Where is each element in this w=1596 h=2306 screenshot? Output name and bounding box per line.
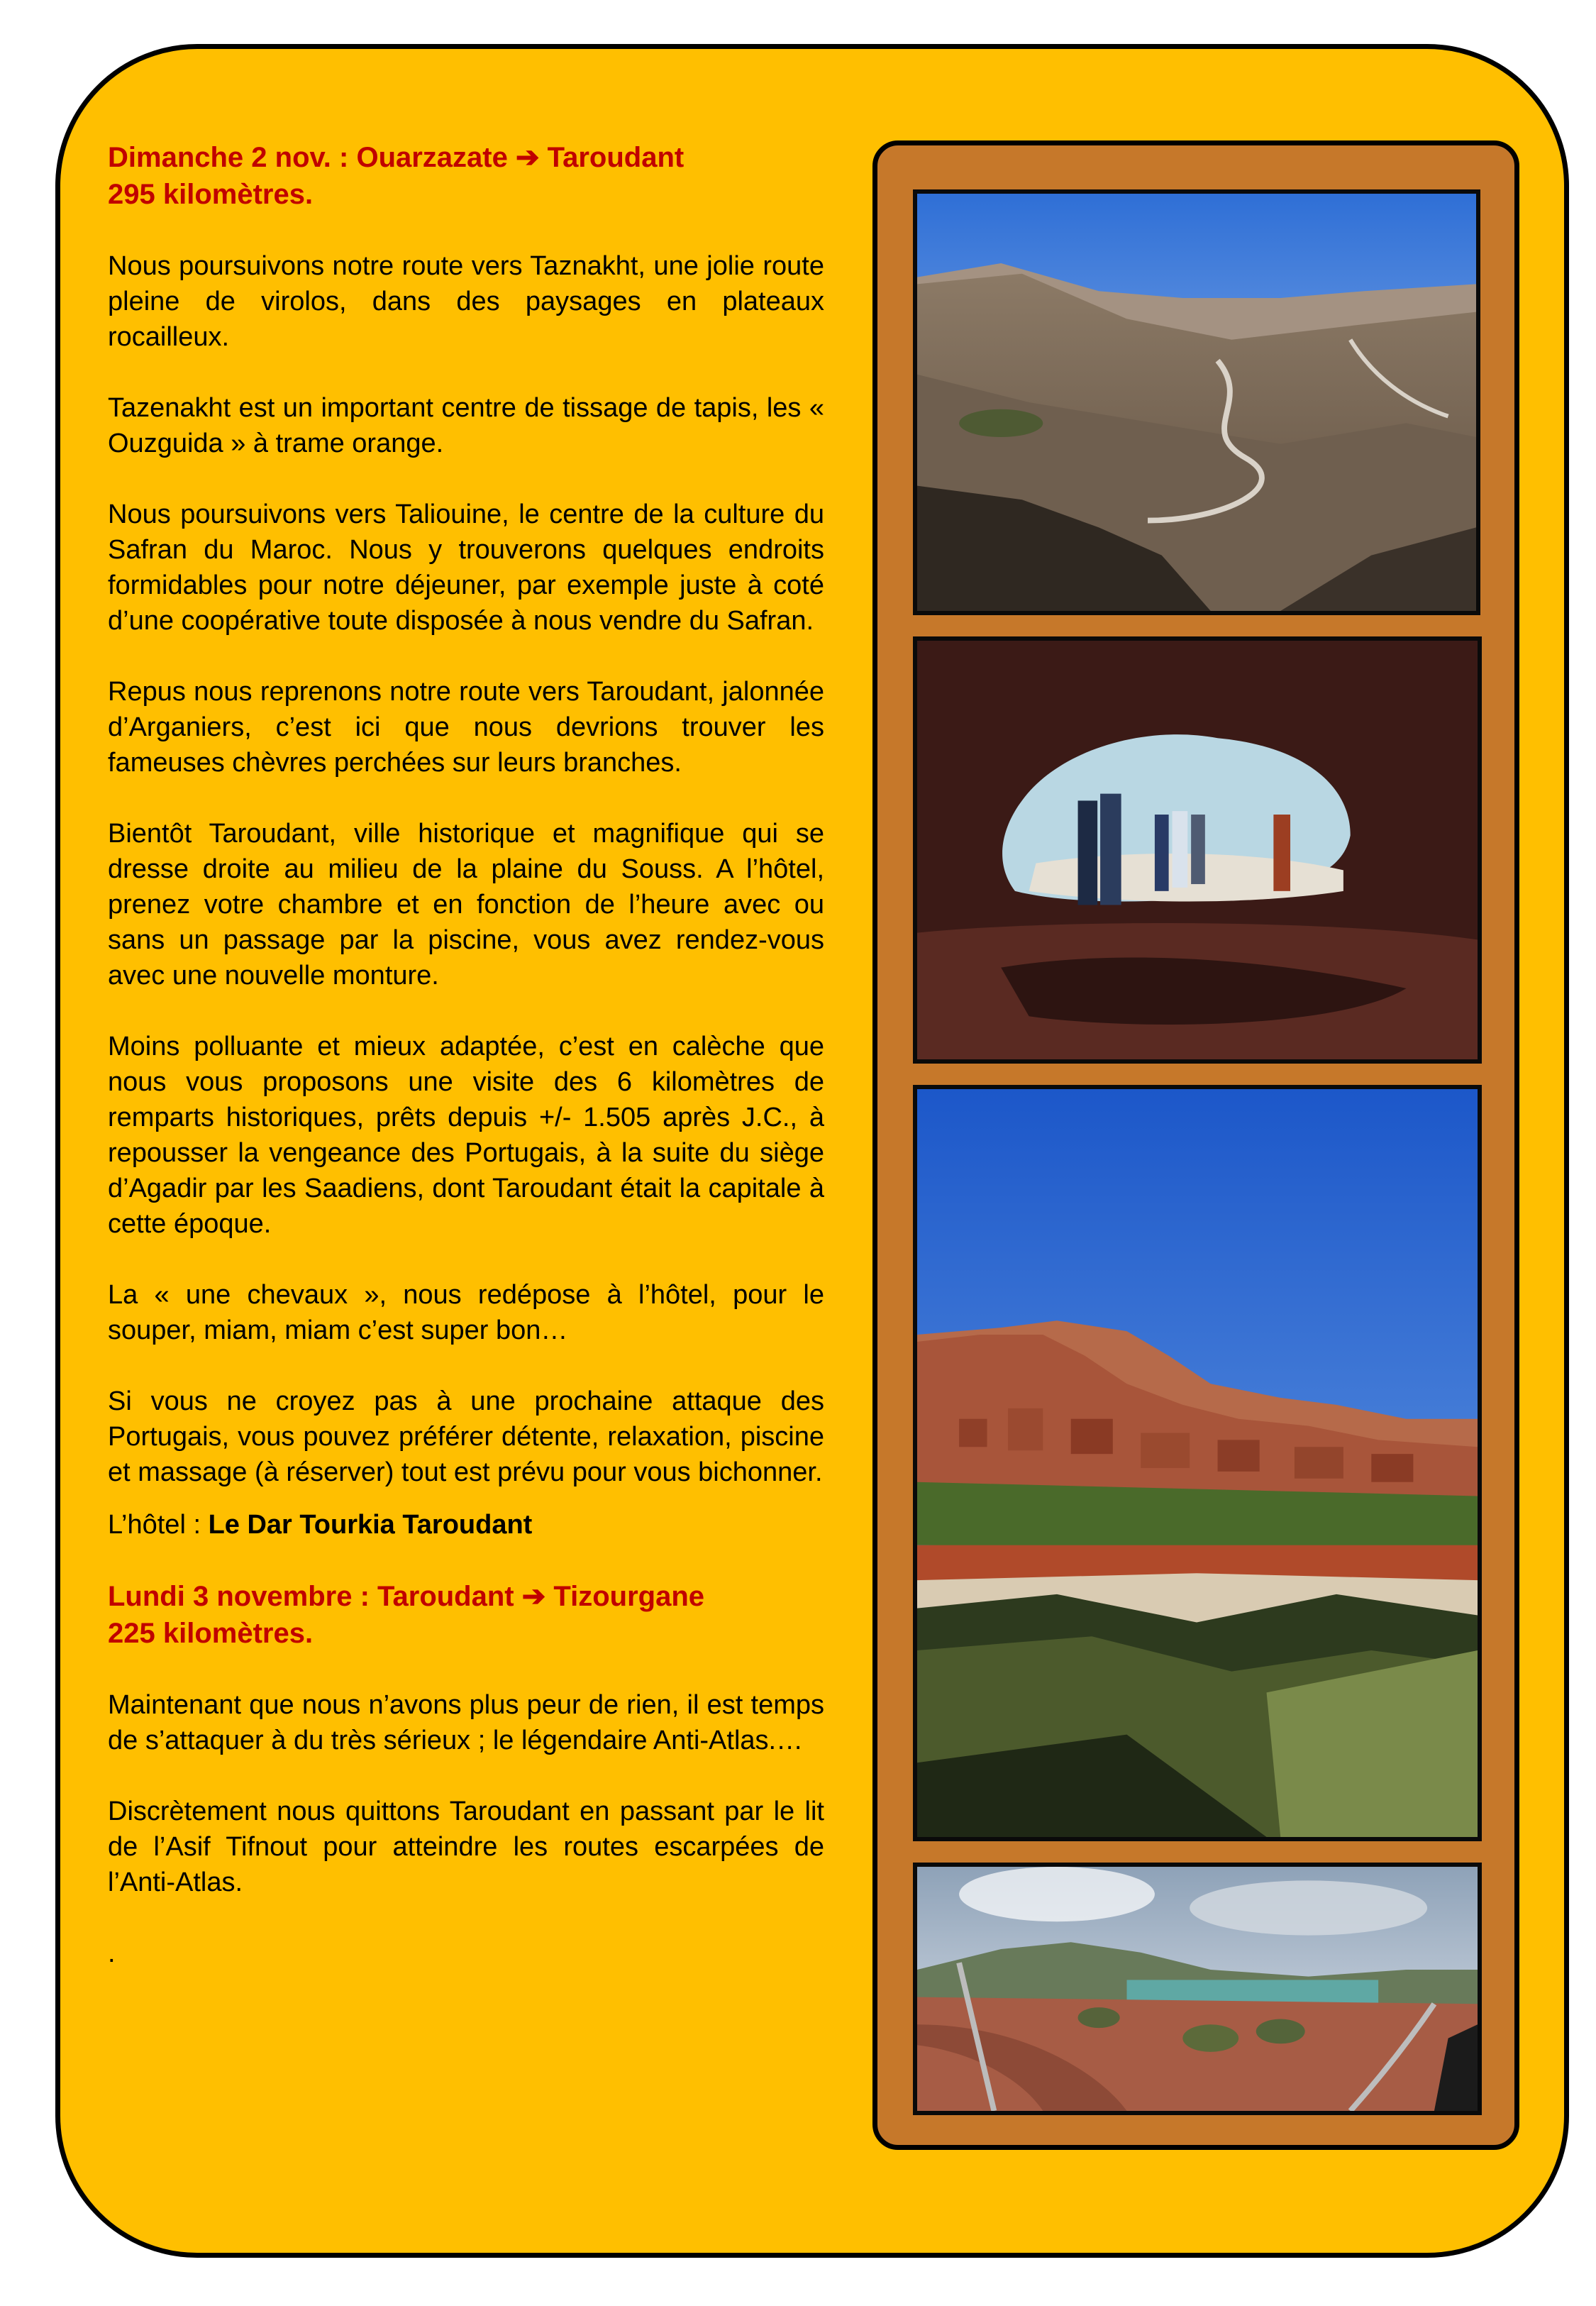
day1-paragraph: Si vous ne croyez pas à une prochaine attaque des Portugais, vous pouvez préférer détente, relaxation, piscine et massage (à réserver) tout est prévu pour vous bichonner. — [108, 1386, 824, 1487]
day1-heading-destination: Taroudant — [547, 142, 685, 173]
day1-paragraph: La « une chevaux », nous redépose à l’hôtel, pour le souper, miam, miam c’est super bon… — [108, 1280, 824, 1345]
hotel-label: L’hôtel : — [108, 1510, 209, 1540]
photo-mountain-pass — [913, 189, 1480, 615]
day1-paragraph: Nous poursuivons vers Taliouine, le centre de la culture du Safran du Maroc. Nous y trouverons quelques endroits formidables pour notre déjeuner, par exemple juste à coté d’une coopérative toute disposée à nous vendre du Safran. — [108, 500, 824, 636]
day2-distance: 225 kilomètres. — [108, 1618, 314, 1649]
day2-paragraph: Maintenant que nous n’avons plus peur de rien, il est temps de s’attaquer à du très sérieux ; le légendaire Anti-Atlas.… — [108, 1690, 824, 1755]
day2-heading-destination: Tizourgane — [553, 1581, 705, 1612]
photo-panel — [872, 140, 1519, 2150]
arrow-right-icon: ➔ — [516, 142, 540, 173]
photo-kasbah-village — [913, 1085, 1482, 1841]
day1-paragraph: Repus nous reprenons notre route vers Taroudant, jalonnée d’Arganiers, c’est ici que nous devrions trouver les fameuses chèvres perchées sur leurs branches. — [108, 677, 824, 778]
trailing-dot: . — [108, 1938, 116, 1968]
day2-heading-prefix: Lundi 3 novembre : Taroudant — [108, 1581, 514, 1612]
day1-heading — [108, 139, 824, 213]
day1-paragraph: Tazenakht est un important centre de tissage de tapis, les « Ouzguida » à trame orange. — [108, 393, 824, 458]
arrow-right-icon: ➔ — [521, 1581, 546, 1612]
day1-paragraph: Moins polluante et mieux adaptée, c’est en calèche que nous vous proposons une visite des 6 kilomètres de remparts historiques, prêts depuis +/- 1.505 après J.C., à repousser la vengeance des Portugais, à la suite du siège d’Agadir par les Saadiens, dont Taroudant était la capitale à cette époque. — [108, 1032, 824, 1239]
hotel-line — [108, 1507, 824, 1543]
hotel-name: Le Dar Tourkia Taroudant — [208, 1510, 533, 1540]
day1-paragraph: Bientôt Taroudant, ville historique et magnifique qui se dresse droite au milieu de la plaine du Souss. A l’hôtel, prenez votre chambre et en fonction de l’heure avec ou sans un passage par la piscine, vous avez rendez-vous avec une nouvelle monture. — [108, 819, 824, 991]
day1-heading-prefix: Dimanche 2 nov. : Ouarzazate — [108, 142, 508, 173]
day1-distance: 295 kilomètres. — [108, 179, 314, 210]
day2-heading — [108, 1578, 824, 1652]
day2-paragraph: Discrètement nous quittons Taroudant en passant par le lit de l’Asif Tifnout pour atteindre les routes escarpées de l’Anti-Atlas. — [108, 1797, 824, 1897]
photo-lake-road — [913, 1863, 1482, 2115]
photo-rock-cave — [913, 636, 1482, 1064]
day1-paragraph: Nous poursuivons notre route vers Taznakht, une jolie route pleine de virolos, dans des paysages en plateaux rocailleux. — [108, 251, 824, 352]
itinerary-text-column — [108, 139, 824, 2007]
